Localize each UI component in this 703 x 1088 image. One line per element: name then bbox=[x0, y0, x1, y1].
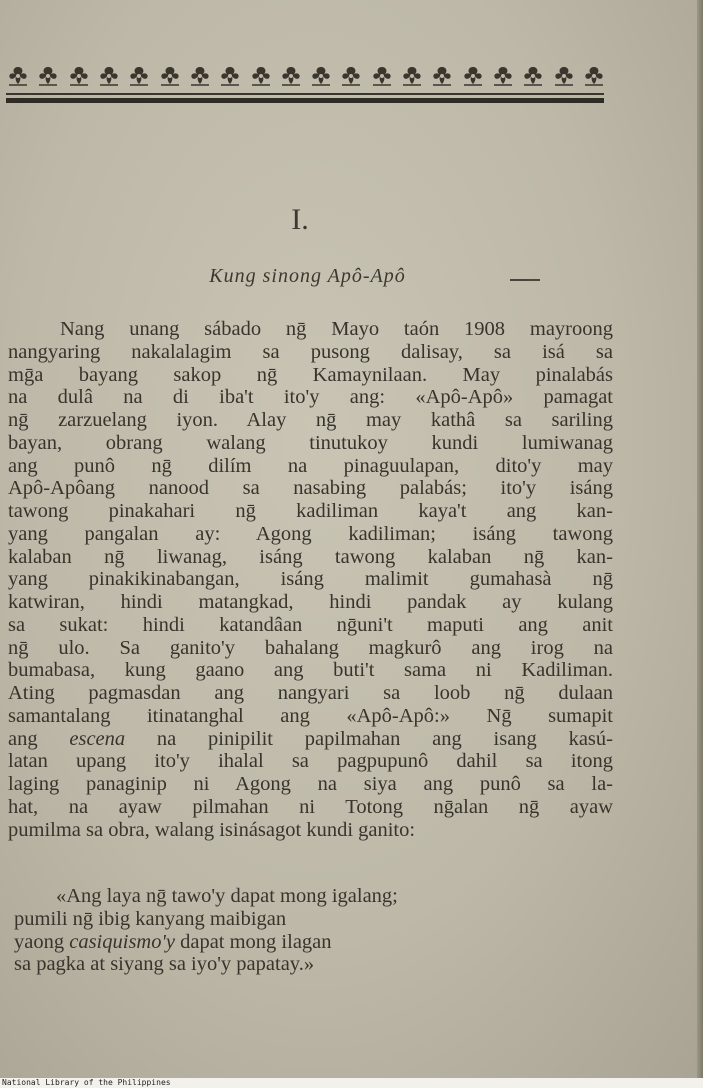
paragraph-line: bayan, obrang walang tinutukoy kundi lumiwanag bbox=[8, 431, 613, 454]
paragraph-line: samantalang itinatanghal ang «Apô-Apô:» Nḡ sumapit bbox=[8, 704, 613, 727]
header-rule-thin bbox=[6, 93, 604, 95]
paragraph-line: ang punô nḡ dilím na pinaguulapan, dito'y may bbox=[8, 454, 613, 477]
floral-ornament-icon bbox=[36, 65, 60, 87]
floral-ornament-icon bbox=[97, 65, 121, 87]
floral-ornament-icon bbox=[521, 65, 545, 87]
verse-line: pumili nḡ ibig kanyang maibigan bbox=[14, 907, 287, 930]
paragraph-line: nangyaring nakalalagim sa pusong dalisay, sa isá sa bbox=[8, 340, 613, 363]
subtitle-dash bbox=[510, 279, 540, 281]
floral-ornament-icon bbox=[218, 65, 242, 87]
header-ornament-row bbox=[6, 63, 606, 89]
footer-credit: National Library of the Philippines bbox=[0, 1078, 703, 1088]
paragraph-line: kalaban nḡ liwanag, isáng tawong kalaban nḡ kan- bbox=[8, 545, 613, 568]
paragraph-line: latan upang ito'y ihalal sa pagpupunô dahil sa itong bbox=[8, 750, 613, 773]
floral-ornament-icon bbox=[279, 65, 303, 87]
paragraph-line: yang pangalan ay: Agong kadiliman; isáng tawong bbox=[8, 522, 613, 545]
floral-ornament-icon bbox=[249, 65, 273, 87]
paragraph-line: yang pinakikinabangan, isáng malimit gumahasà nḡ bbox=[8, 568, 613, 591]
paragraph-line: laging panaginip ni Agong na siya ang punô sa la- bbox=[8, 773, 613, 795]
floral-ornament-icon bbox=[430, 65, 454, 87]
floral-ornament-icon bbox=[309, 65, 333, 87]
header-rule-thick bbox=[6, 98, 604, 103]
floral-ornament-icon bbox=[400, 65, 424, 87]
floral-ornament-icon bbox=[582, 65, 606, 87]
floral-ornament-icon bbox=[67, 65, 91, 87]
paragraph-line: tawong pinakahari nḡ kadiliman kaya't ang kan- bbox=[8, 500, 613, 522]
floral-ornament-icon bbox=[491, 65, 515, 87]
paragraph-line: Ating pagmasdan ang nangyari sa loob nḡ dulaan bbox=[8, 682, 613, 704]
floral-ornament-icon bbox=[461, 65, 485, 87]
floral-ornament-icon bbox=[188, 65, 212, 87]
chapter-subtitle: Kung sinong Apô-Apô bbox=[209, 265, 406, 287]
floral-ornament-icon bbox=[339, 65, 363, 87]
paragraph-line: katwiran, hindi matangkad, hindi pandak ay kulang bbox=[8, 591, 613, 613]
verse-line: yaong casiquismo'y dapat mong ilagan bbox=[14, 930, 332, 953]
body-paragraph bbox=[8, 318, 613, 841]
paragraph-line: nḡ zarzuelang iyon. Alay nḡ may kathâ sa sariling bbox=[8, 409, 613, 431]
floral-ornament-icon bbox=[370, 65, 394, 87]
paragraph-line: na dulâ na di iba't ito'y ang: «Apô-Apô» pamagat bbox=[8, 386, 613, 409]
floral-ornament-icon bbox=[127, 65, 151, 87]
paragraph-line: mḡa bayang sakop nḡ Kamaynilaan. May pinalabás bbox=[8, 363, 613, 386]
paragraph-line: nḡ ulo. Sa ganito'y bahalang magkurô ang irog na bbox=[8, 636, 613, 659]
verse-line: «Ang laya nḡ tawo'y dapat mong igalang; bbox=[56, 885, 398, 907]
paragraph-line: hat, na ayaw pilmahan ni Totong nḡalan nḡ ayaw bbox=[8, 795, 613, 818]
paragraph-line: Apô-Apôang nanood sa nasabing palabás; ito'y isáng bbox=[8, 477, 613, 500]
paragraph-line: bumabasa, kung gaano ang buti't sama ni Kadiliman. bbox=[8, 659, 613, 682]
verse-line: sa pagka at siyang sa iyo'y papatay.» bbox=[14, 953, 315, 976]
paragraph-line: Nang unang sábado nḡ Mayo taón 1908 mayroong bbox=[60, 318, 613, 340]
floral-ornament-icon bbox=[6, 65, 30, 87]
verse-block bbox=[14, 885, 574, 976]
floral-ornament-icon bbox=[552, 65, 576, 87]
paragraph-line: pumilma sa obra, walang isinásagot kundi ganito: bbox=[8, 818, 416, 841]
floral-ornament-icon bbox=[158, 65, 182, 87]
chapter-numeral: I. bbox=[291, 203, 309, 236]
paragraph-line: sa sukat: hindi katandâan nḡuni't maputi ang anit bbox=[8, 613, 613, 636]
page-edge bbox=[697, 0, 703, 1088]
paragraph-line: ang escena na pinipilit papilmahan ang isang kasú- bbox=[8, 727, 613, 750]
